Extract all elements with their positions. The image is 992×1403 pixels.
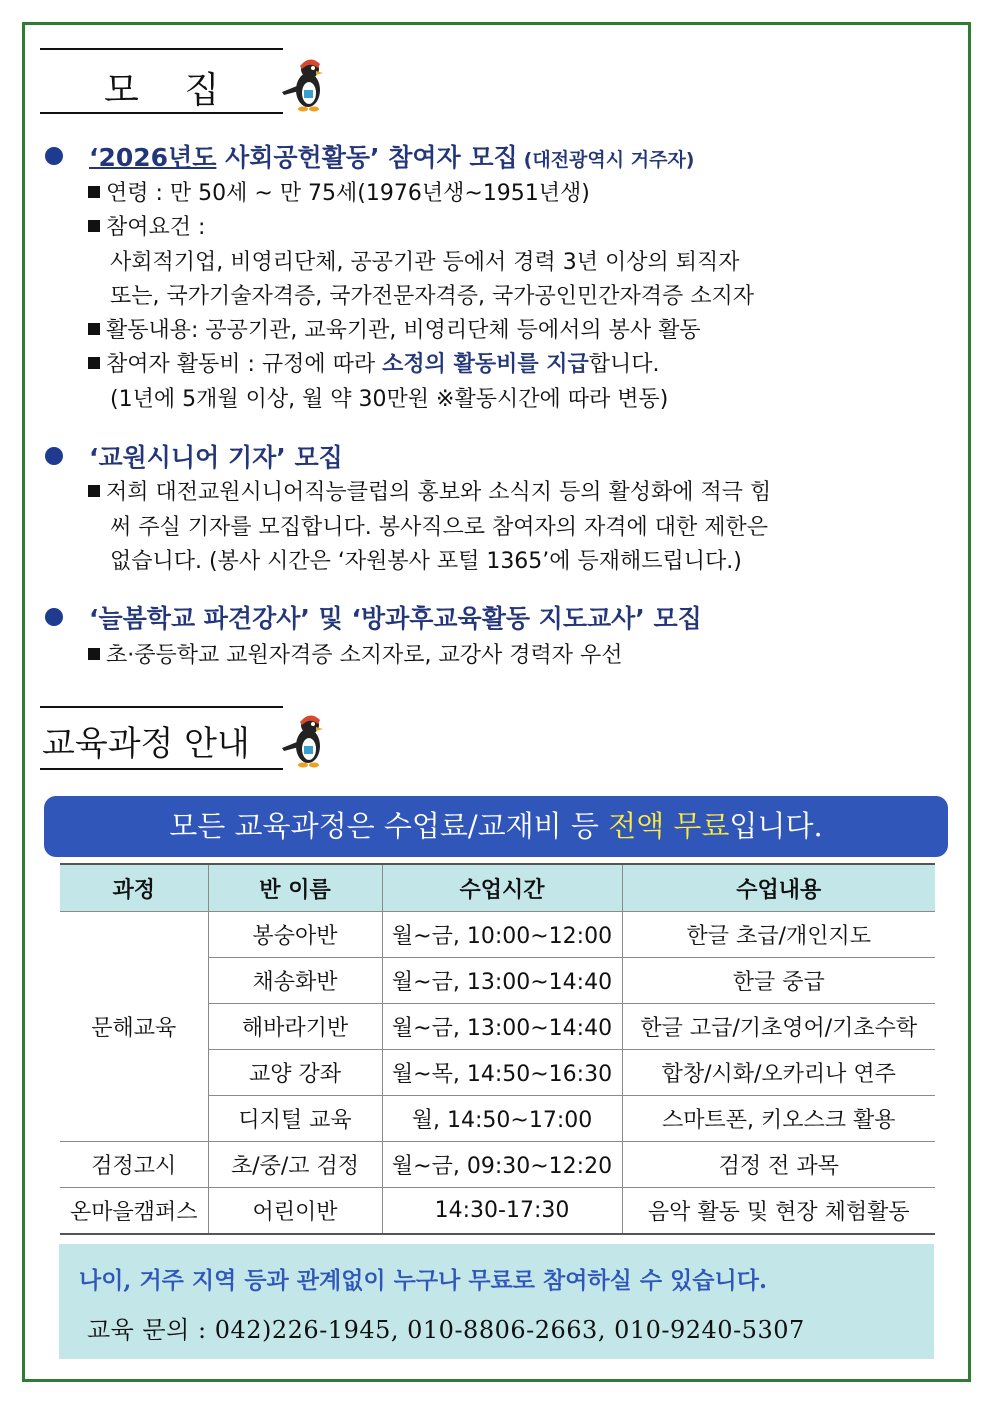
fee-highlight: 소정의 활동비를 지급 <box>382 352 589 377</box>
recruit-item-1-fee-note: (1년에 5개월 이상, 월 약 30만원 ※활동시간에 따라 변동) <box>110 387 669 412</box>
class-content-cell: 검정 전 과목 <box>622 1142 935 1188</box>
square-bullet-icon <box>88 485 100 497</box>
square-bullet-icon <box>88 648 100 660</box>
recruit-item-1-year: ‘2026년도 <box>89 143 217 172</box>
recruit-item-2-line-1 <box>88 475 771 506</box>
course-group-cell: 검정고시 <box>60 1142 208 1188</box>
recruit-item-1-req-label <box>88 210 205 241</box>
class-time-cell: 월~금, 13:00~14:40 <box>382 1004 622 1050</box>
recruit-item-1-subtitle: (대전광역시 거주자) <box>523 149 695 171</box>
course-group-cell: 문해교육 <box>60 912 208 1142</box>
age-text: 연령 : 만 50세 ~ 만 75세(1976년생~1951년생) <box>106 181 590 206</box>
recruit-item-2-line-3: 없습니다. (봉사 시간은 ‘자원봉사 포털 1365’에 등재해드립니다.) <box>110 549 742 574</box>
notice-box <box>59 1244 934 1359</box>
recruit-section-title: 모 집 <box>104 70 220 111</box>
filled-circle-bullet-icon <box>45 147 63 165</box>
recruit-item-3-heading <box>45 599 702 635</box>
recruit-item-2-title: ‘교원시니어 기자’ 모집 <box>89 443 343 472</box>
header-bottom-rule <box>40 768 283 770</box>
contact-info: 교육 문의 : 042)226-1945, 010-8806-2663, 010-9240-5307 <box>87 1316 805 1344</box>
header-top-rule <box>40 48 283 50</box>
square-bullet-icon <box>88 357 100 369</box>
class-name-cell: 채송화반 <box>208 958 382 1004</box>
class-time-cell: 월~금, 13:00~14:40 <box>382 958 622 1004</box>
banner-text-b: 입니다. <box>729 809 823 843</box>
column-header: 과정 <box>60 864 208 912</box>
column-header: 반 이름 <box>208 864 382 912</box>
header-top-rule <box>40 706 283 708</box>
table-row <box>60 912 935 958</box>
courses-section-header <box>40 706 285 772</box>
header-bottom-rule <box>40 112 283 114</box>
banner-highlight: 전액 무료 <box>608 809 730 843</box>
free-courses-banner <box>44 796 948 857</box>
recruit-item-2-heading <box>45 438 343 474</box>
class-time-cell: 월, 14:50~17:00 <box>382 1096 622 1142</box>
recruit-item-1-heading <box>45 138 694 174</box>
req-label-text: 참여요건 : <box>106 215 206 240</box>
recruit-section-header <box>40 48 285 118</box>
class-time-cell: 14:30-17:30 <box>382 1188 622 1235</box>
column-header: 수업내용 <box>622 864 935 912</box>
class-name-cell: 디지털 교육 <box>208 1096 382 1142</box>
recruit-item-1-title <box>89 138 694 174</box>
recruit-item-1-age <box>88 176 590 207</box>
recruit-item-1-title-text: 사회공헌활동’ 참여자 모집 <box>216 143 518 172</box>
class-name-cell: 봉숭아반 <box>208 912 382 958</box>
class-name-cell: 초/중/고 검정 <box>208 1142 382 1188</box>
recruit-item-1-req-1: 사회적기업, 비영리단체, 공공기관 등에서 경력 3년 이상의 퇴직자 <box>110 250 740 275</box>
class-name-cell: 교양 강좌 <box>208 1050 382 1096</box>
banner-text-a: 모든 교육과정은 수업료/교재비 등 <box>169 809 609 843</box>
class-content-cell: 한글 초급/개인지도 <box>622 912 935 958</box>
eligibility-notice: 나이, 거주 지역 등과 관계없이 누구나 무료로 참여하실 수 있습니다. <box>79 1267 767 1294</box>
teacher-text-1: 초·중등학교 교원자격증 소지자로, 교강사 경력자 우선 <box>106 643 623 668</box>
square-bullet-icon <box>88 186 100 198</box>
recruit-item-1-req-2: 또는, 국가기술자격증, 국가전문자격증, 국가공인민간자격증 소지자 <box>110 284 755 309</box>
table-row <box>60 1188 935 1235</box>
class-name-cell: 해바라기반 <box>208 1004 382 1050</box>
penguin-mascot-icon <box>278 708 334 770</box>
class-time-cell: 월~금, 10:00~12:00 <box>382 912 622 958</box>
square-bullet-icon <box>88 323 100 335</box>
course-group-cell: 온마을캠퍼스 <box>60 1188 208 1235</box>
class-content-cell: 음악 활동 및 현장 체험활동 <box>622 1188 935 1235</box>
fee-text-b: 합니다. <box>588 352 660 377</box>
reporter-text-1: 저희 대전교원시니어직능클럽의 홍보와 소식지 등의 활성화에 적극 힘 <box>106 480 772 505</box>
recruit-item-1-fee <box>88 347 660 378</box>
class-content-cell: 한글 고급/기초영어/기초수학 <box>622 1004 935 1050</box>
class-content-cell: 스마트폰, 키오스크 활용 <box>622 1096 935 1142</box>
recruit-item-2-line-2: 써 주실 기자를 모집합니다. 봉사직으로 참여자의 자격에 대한 제한은 <box>110 515 768 540</box>
class-content-cell: 합창/시화/오카리나 연주 <box>622 1050 935 1096</box>
course-table <box>60 863 935 1235</box>
penguin-mascot-icon <box>278 52 334 114</box>
class-name-cell: 어린이반 <box>208 1188 382 1235</box>
column-header: 수업시간 <box>382 864 622 912</box>
class-time-cell: 월~목, 14:50~16:30 <box>382 1050 622 1096</box>
filled-circle-bullet-icon <box>45 447 63 465</box>
courses-section-title: 교육과정 안내 <box>42 724 250 764</box>
recruit-item-3-line-1 <box>88 638 623 669</box>
class-content-cell: 한글 중급 <box>622 958 935 1004</box>
activity-text: 활동내용: 공공기관, 교육기관, 비영리단체 등에서의 봉사 활동 <box>106 318 701 343</box>
table-row <box>60 1142 935 1188</box>
class-time-cell: 월~금, 09:30~12:20 <box>382 1142 622 1188</box>
square-bullet-icon <box>88 220 100 232</box>
recruit-item-3-title: ‘늘봄학교 파견강사’ 및 ‘방과후교육활동 지도교사’ 모집 <box>89 604 702 633</box>
filled-circle-bullet-icon <box>45 608 63 626</box>
recruit-item-1-activity <box>88 313 701 344</box>
table-header-row <box>60 864 935 912</box>
fee-text-a: 참여자 활동비 : 규정에 따라 <box>106 352 383 377</box>
